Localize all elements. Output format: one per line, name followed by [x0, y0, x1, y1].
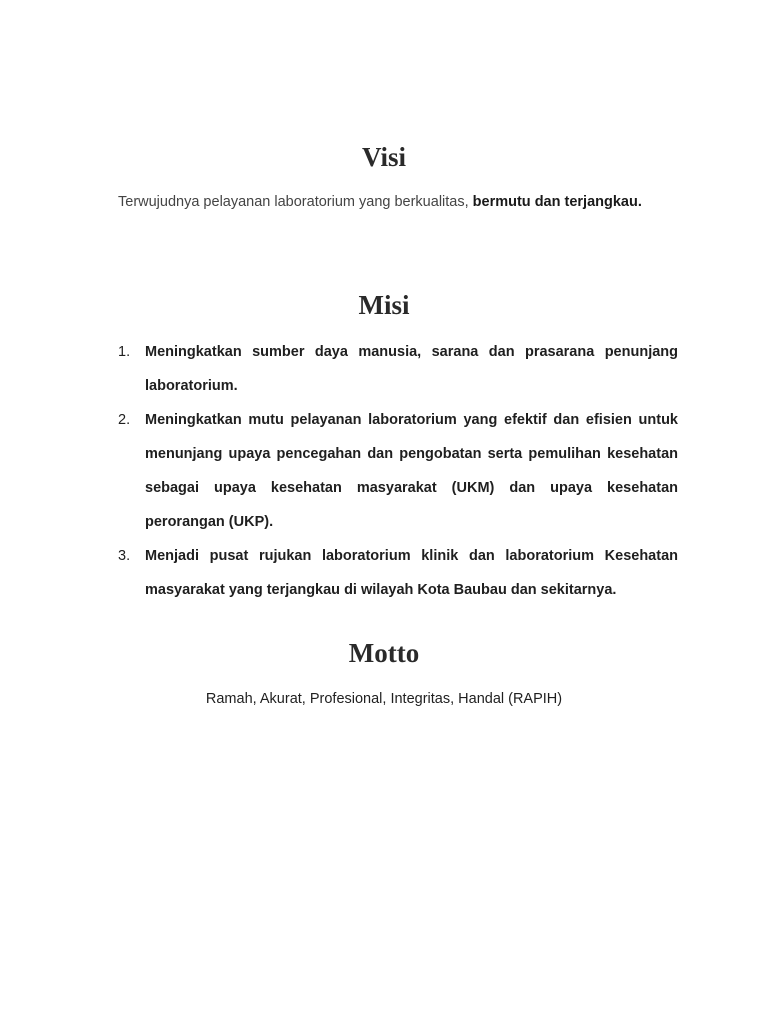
motto-text: Ramah, Akurat, Profesional, Integritas, Handal (RAPIH)	[205, 691, 563, 707]
misi-list-item	[118, 539, 678, 607]
misi-item-text: Meningkatkan sumber daya manusia, sarana dan prasarana penunjang laboratorium.	[145, 344, 678, 394]
misi-item-number: 3.	[118, 548, 131, 564]
motto-heading: Motto	[348, 638, 420, 668]
visi-text-part1: Terwujudnya pelayanan laboratorium yang berkualitas,	[118, 194, 469, 210]
misi-list-item	[118, 335, 678, 403]
misi-item-number: 2.	[118, 412, 131, 428]
visi-text-part2: bermutu dan terjangkau.	[468, 194, 642, 210]
misi-heading: Misi	[358, 290, 410, 320]
visi-paragraph	[118, 185, 678, 219]
misi-item-text: Meningkatkan mutu pelayanan laboratorium yang efektif dan efisien untuk menunjang upaya pencegahan dan pengobatan serta pemulihan kesehatan sebagai upaya kesehatan masyarakat (UKM) dan upaya kesehatan perorangan (UKP).	[145, 412, 678, 530]
misi-item-text: Menjadi pusat rujukan laboratorium klinik dan laboratorium Kesehatan masyarakat yang terjangkau di wilayah Kota Baubau dan sekitarnya.	[145, 548, 678, 598]
visi-heading: Visi	[361, 142, 406, 172]
misi-item-number: 1.	[118, 344, 131, 360]
misi-list-item	[118, 403, 678, 539]
misi-list	[118, 335, 678, 607]
